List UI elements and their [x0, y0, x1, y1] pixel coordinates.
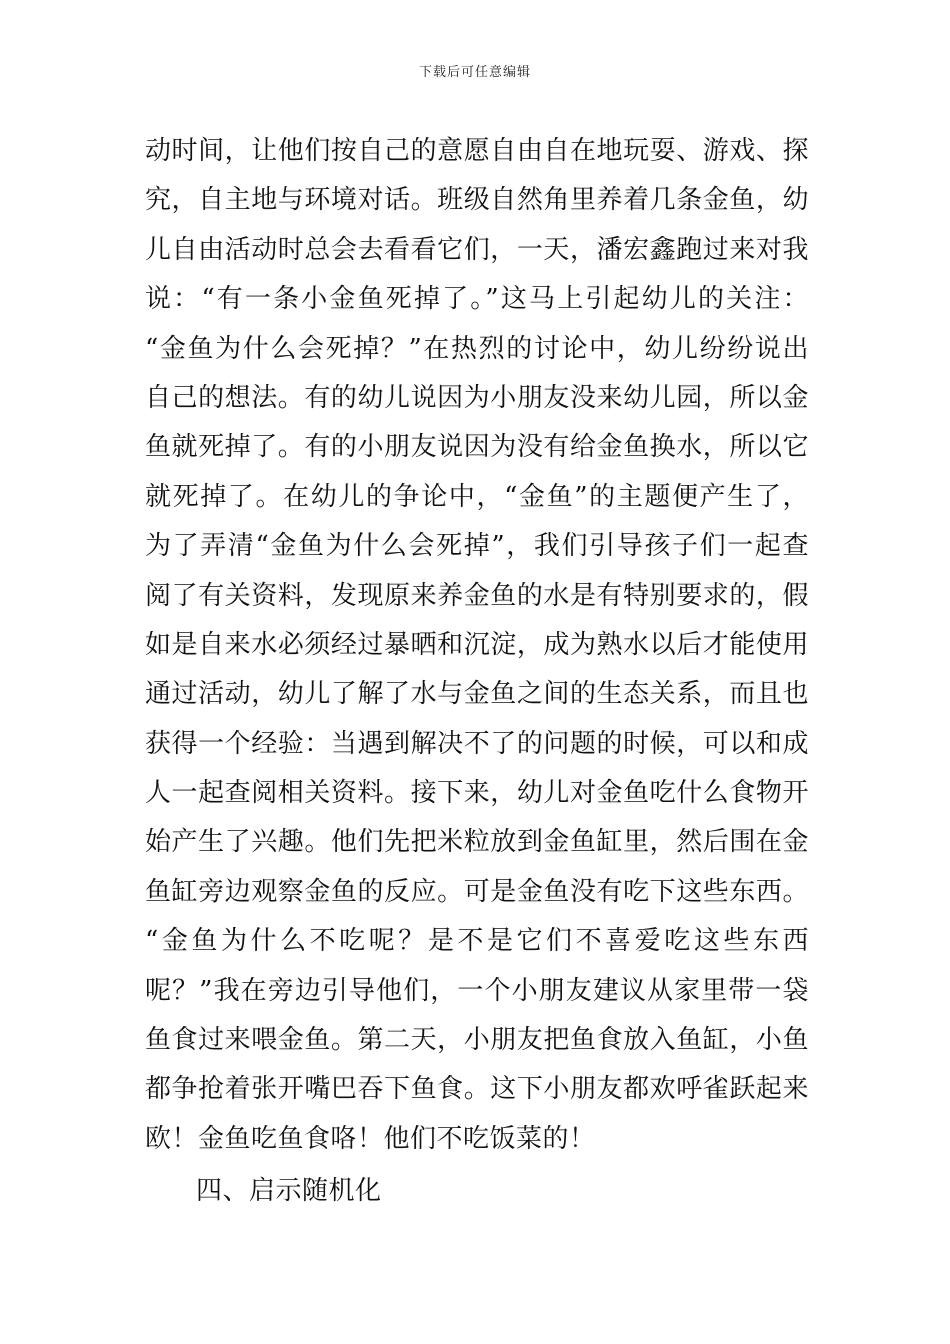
paragraph-line: 说：“有一条小金鱼死掉了。”这马上引起幼儿的关注： [145, 284, 809, 315]
paragraph-line: 呢？”我在旁边引导他们，一个小朋友建议从家里带一袋 [145, 975, 809, 1006]
paragraph-line: 获得一个经验：当遇到解决不了的问题的时候，可以和成 [145, 728, 809, 759]
paragraph-line: “金鱼为什么会死掉？”在热烈的讨论中，幼儿纷纷说出 [145, 333, 809, 364]
paragraph-line: 自己的想法。有的幼儿说因为小朋友没来幼儿园，所以金 [145, 382, 809, 413]
paragraph-line: 鱼就死掉了。有的小朋友说因为没有给金鱼换水，所以它 [145, 432, 809, 463]
paragraph-line: 动时间，让他们按自己的意愿自由自在地玩耍、游戏、探 [145, 136, 809, 166]
body-paragraph [145, 127, 809, 1164]
paragraph-line: 欧！金鱼吃鱼食咯！他们不吃饭菜的！ [145, 1123, 596, 1154]
paragraph-line: 始产生了兴趣。他们先把米粒放到金鱼缸里，然后围在金 [145, 827, 809, 858]
paragraph-line: 鱼缸旁边观察金鱼的反应。可是金鱼没有吃下这些东西。 [145, 876, 809, 907]
paragraph-line: 人一起查阅相关资料。接下来，幼儿对金鱼吃什么食物开 [145, 778, 809, 809]
paragraph-line: 儿自由活动时总会去看看它们，一天，潘宏鑫跑过来对我 [145, 234, 809, 265]
paragraph-line: 都争抢着张开嘴巴吞下鱼食。这下小朋友都欢呼雀跃起来 [145, 1074, 809, 1105]
paragraph-line: 究，自主地与环境对话。班级自然角里养着几条金鱼，幼 [145, 185, 809, 216]
paragraph-line: “金鱼为什么不吃呢？是不是它们不喜爱吃这些东西 [145, 926, 809, 957]
page-header: 下载后可任意编辑 [418, 65, 531, 80]
paragraph-line: 如是自来水必须经过暴晒和沉淀，成为熟水以后才能使用 [145, 629, 809, 660]
paragraph-line: 为了弄清“金鱼为什么会死掉”，我们引导孩子们一起查 [145, 531, 809, 562]
section-heading: 四、启示随机化 [196, 1176, 382, 1206]
paragraph-line: 阅了有关资料，发现原来养金鱼的水是有特别要求的，假 [145, 580, 809, 611]
paragraph-line: 就死掉了。在幼儿的争论中，“金鱼”的主题便产生了， [145, 481, 809, 512]
paragraph-line: 鱼食过来喂金鱼。第二天，小朋友把鱼食放入鱼缸，小鱼 [145, 1025, 809, 1056]
paragraph-line: 通过活动，幼儿了解了水与金鱼之间的生态关系，而且也 [145, 679, 809, 710]
